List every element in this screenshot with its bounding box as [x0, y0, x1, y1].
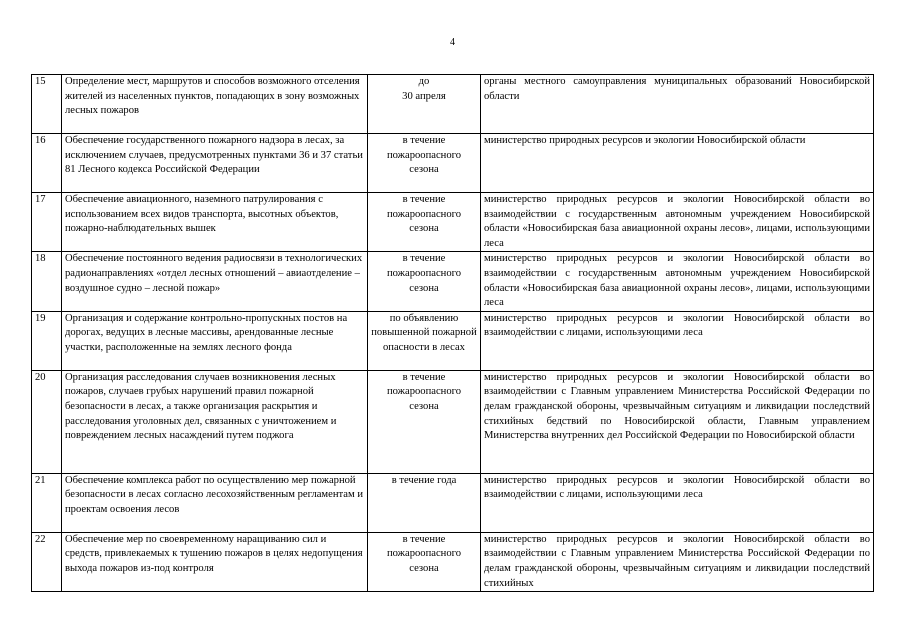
row-number: 19: [32, 311, 62, 370]
table-row: [32, 75, 874, 134]
action-cell: Обеспечение комплекса работ по осуществлению мер пожарной безопасности в лесах согласно лесохозяйственным регламентам и проектам освоения лесов: [62, 473, 368, 532]
table-row: [32, 532, 874, 591]
term-cell: в течение пожароопасного сезона: [368, 252, 481, 311]
table-row: [32, 252, 874, 311]
responsible-cell: министерство природных ресурсов и экологии Новосибирской области во взаимодействии с Главным управлением Министерства Российской Федерации по делам гражданской обороны, чрезвычайным ситуациям и ликвидации последствий стихийных: [481, 532, 874, 591]
responsible-cell: министерство природных ресурсов и экологии Новосибирской области во взаимодействии с государственным автономным учреждением Новосибирской области «Новосибирская база авиационной охраны лесов», лицами, использующими леса: [481, 252, 874, 311]
term-cell: в течение пожароопасного сезона: [368, 532, 481, 591]
responsible-cell: министерство природных ресурсов и экологии Новосибирской области во взаимодействии с лицами, использующими леса: [481, 473, 874, 532]
responsible-cell: министерство природных ресурсов и экологии Новосибирской области во взаимодействии с лицами, использующими леса: [481, 311, 874, 370]
row-number: 15: [32, 75, 62, 134]
action-cell: Организация расследования случаев возникновения лесных пожаров, случаев грубых нарушений правил пожарной безопасности в лесах, а также организация раскрытия и расследования уголовных дел, связанных с уничтожением и повреждением лесных насаждений путем поджога: [62, 370, 368, 473]
table-row: [32, 193, 874, 252]
term-line-1: до: [418, 76, 430, 87]
row-number: 22: [32, 532, 62, 591]
action-cell: Обеспечение постоянного ведения радиосвязи в технологических радионаправлениях «отдел лесных отношений – авиаотделение – воздушное судно – лесной пожар»: [62, 252, 368, 311]
responsible-cell: министерство природных ресурсов и экологии Новосибирской области: [481, 134, 874, 193]
measures-table: [31, 74, 874, 592]
row-number: 17: [32, 193, 62, 252]
action-cell: Обеспечение мер по своевременному наращиванию сил и средств, привлекаемых к тушению пожаров в целях недопущения выхода пожаров из-под контроля: [62, 532, 368, 591]
row-number: 18: [32, 252, 62, 311]
responsible-cell: министерство природных ресурсов и экологии Новосибирской области во взаимодействии с государственным автономным учреждением Новосибирской области «Новосибирская база авиационной охраны лесов», лицами, использующими леса: [481, 193, 874, 252]
row-number: 20: [32, 370, 62, 473]
action-cell: Организация и содержание контрольно-пропускных постов на дорогах, ведущих в лесные массивы, арендованные лесные участки, расположенные на землях лесного фонда: [62, 311, 368, 370]
action-cell: Обеспечение авиационного, наземного патрулирования с использованием всех видов транспорта, высотных объектов, пожарно-наблюдательных вышек: [62, 193, 368, 252]
term-cell: в течение пожароопасного сезона: [368, 134, 481, 193]
row-number: 16: [32, 134, 62, 193]
responsible-cell: министерство природных ресурсов и экологии Новосибирской области во взаимодействии с Главным управлением Министерства Российской Федерации по делам гражданской обороны, чрезвычайным ситуациям и ликвидации последствий стихийных бедствий по Новосибирской области, Главным управлением Министерства внутренних дел Российской Федерации по Новосибирской области: [481, 370, 874, 473]
table-row: [32, 134, 874, 193]
term-cell: в течение пожароопасного сезона: [368, 370, 481, 473]
term-cell: в течение пожароопасного сезона: [368, 193, 481, 252]
responsible-cell: органы местного самоуправления муниципальных образований Новосибирской области: [481, 75, 874, 134]
term-cell: по объявлению повышенной пожарной опасности в лесах: [368, 311, 481, 370]
term-cell: в течение года: [368, 473, 481, 532]
table-row: [32, 473, 874, 532]
term-cell: [368, 75, 481, 134]
action-cell: Определение мест, маршрутов и способов возможного отселения жителей из населенных пунктов, попадающих в зону возможных лесных пожаров: [62, 75, 368, 134]
table-row: [32, 370, 874, 473]
term-line-2: 30 апреля: [402, 90, 446, 102]
action-cell: Обеспечение государственного пожарного надзора в лесах, за исключением случаев, предусмотренных пунктами 36 и 37 статьи 81 Лесного кодекса Российской Федерации: [62, 134, 368, 193]
page-number: 4: [450, 37, 455, 48]
row-number: 21: [32, 473, 62, 532]
table-row: [32, 311, 874, 370]
